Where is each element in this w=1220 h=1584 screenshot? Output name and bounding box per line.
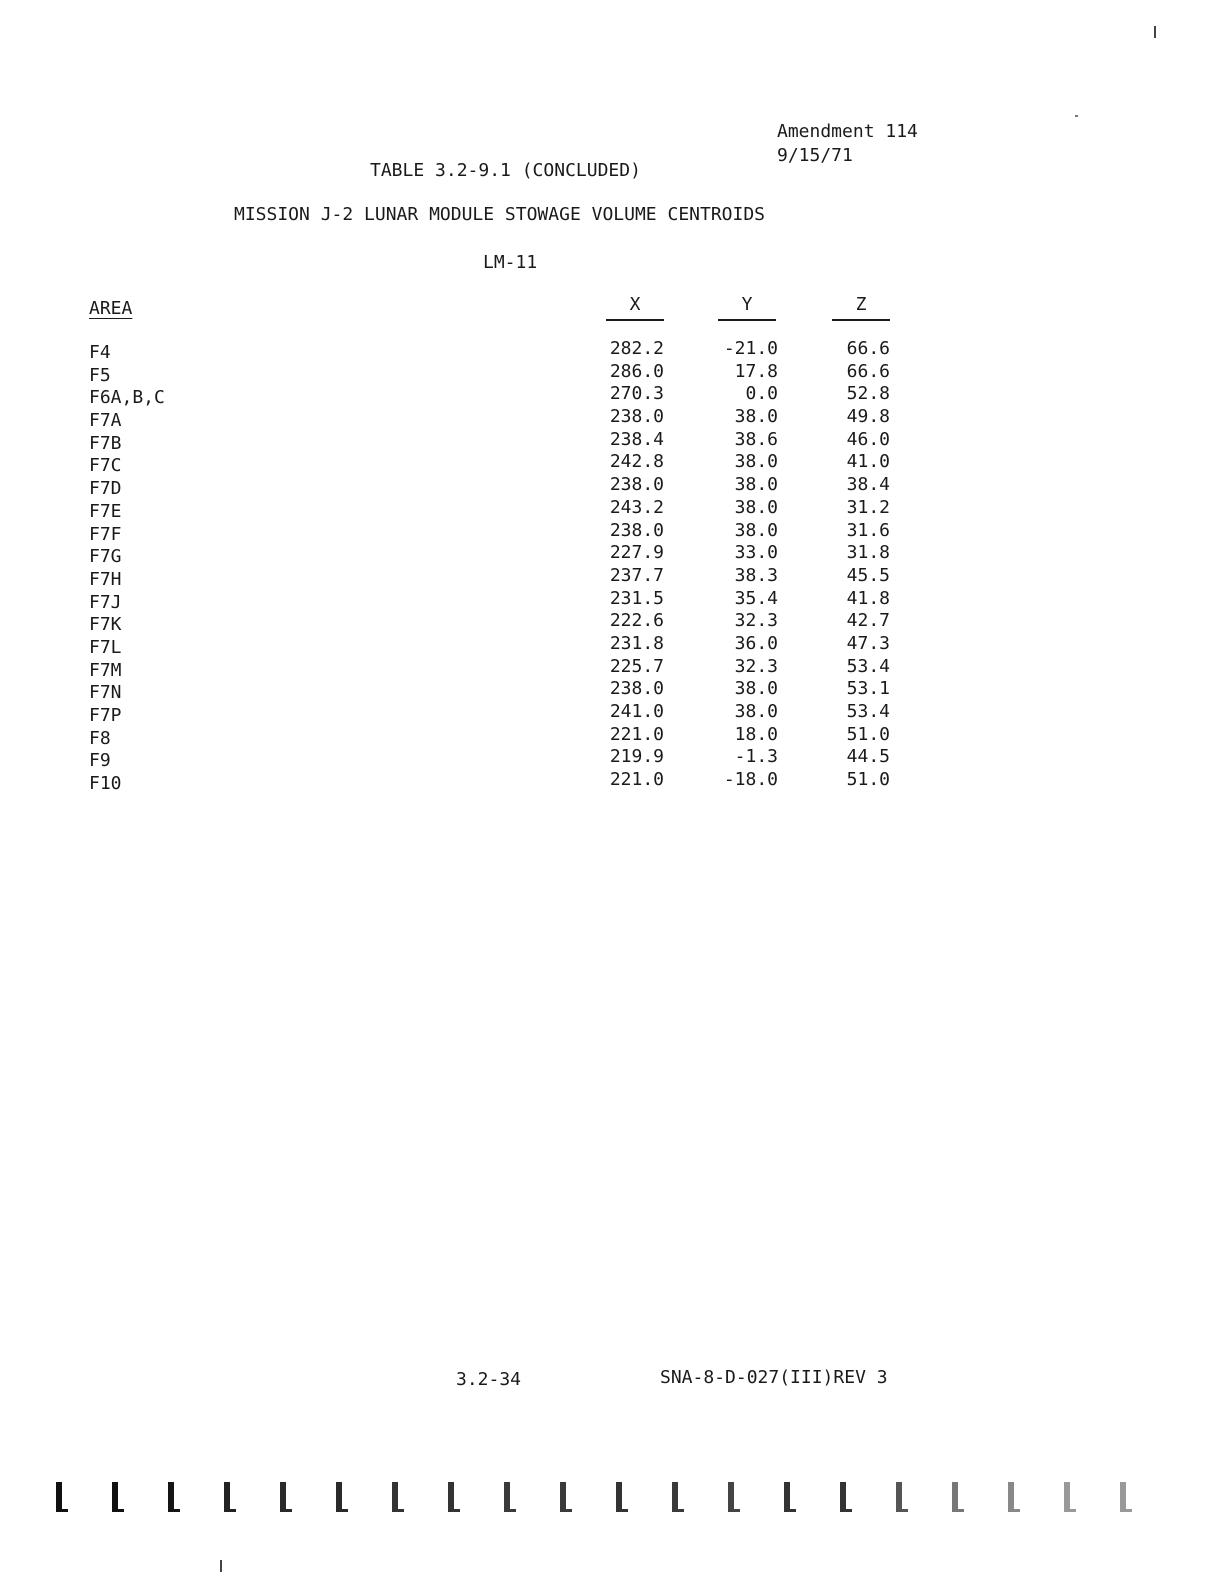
cell-z: 53.1 — [846, 678, 890, 700]
cell-z: 52.8 — [846, 383, 890, 405]
scanner-edge-marks — [56, 1482, 1176, 1522]
cell-area: F6A,B,C — [89, 387, 165, 409]
cell-area: F10 — [89, 773, 122, 795]
cell-x: 241.0 — [609, 701, 664, 722]
cell-y: 17.8 — [734, 360, 778, 382]
cell-x: 221.0 — [609, 769, 664, 791]
cell-z: 47.3 — [846, 632, 890, 654]
edge-mark — [1120, 1482, 1176, 1522]
cell-y: -21.0 — [723, 338, 778, 359]
cell-z: 46.0 — [846, 428, 890, 450]
cell-area: F7P — [89, 705, 122, 726]
cell-area: F9 — [89, 750, 111, 772]
edge-mark — [672, 1482, 728, 1522]
scan-mark — [1154, 26, 1156, 38]
edge-mark — [224, 1482, 280, 1522]
cell-area: F7N — [89, 682, 122, 704]
z-column — [822, 338, 890, 792]
edge-mark — [112, 1482, 168, 1522]
cell-x: 238.0 — [609, 406, 664, 428]
amendment-label: Amendment 114 — [777, 121, 918, 142]
cell-area: F7M — [89, 659, 122, 681]
column-header-y: Y — [718, 294, 776, 321]
cell-z: 41.0 — [846, 451, 890, 473]
cell-y: 32.3 — [734, 610, 778, 632]
cell-area: F5 — [89, 364, 111, 386]
edge-mark — [1008, 1482, 1064, 1522]
cell-x: 238.0 — [609, 519, 664, 541]
edge-mark — [56, 1482, 112, 1522]
cell-x: 222.6 — [609, 610, 664, 632]
cell-area: F7A — [89, 410, 122, 432]
cell-area: F8 — [89, 727, 111, 749]
cell-x: 225.7 — [609, 655, 664, 677]
cell-y: -1.3 — [734, 746, 778, 768]
cell-z: 41.8 — [846, 587, 890, 609]
cell-area: F7D — [89, 478, 122, 500]
lm-label: LM-11 — [483, 252, 538, 273]
cell-y: 38.0 — [734, 701, 778, 722]
cell-x: 231.8 — [609, 632, 664, 654]
cell-y: 32.3 — [734, 655, 778, 677]
edge-mark — [840, 1482, 896, 1522]
cell-z: 31.2 — [846, 496, 890, 518]
cell-x: 237.7 — [609, 564, 664, 586]
cell-z: 51.0 — [846, 769, 890, 791]
cell-x: 227.9 — [609, 542, 664, 564]
cell-y: 38.0 — [734, 678, 778, 700]
edge-mark — [392, 1482, 448, 1522]
cell-z: 45.5 — [846, 564, 890, 586]
cell-area: F4 — [89, 342, 111, 363]
cell-y: 38.3 — [734, 564, 778, 586]
edge-mark — [504, 1482, 560, 1522]
cell-area: F7H — [89, 568, 122, 590]
column-header-x: X — [606, 294, 664, 321]
cell-y: 38.0 — [734, 519, 778, 541]
cell-z: 51.0 — [846, 723, 890, 745]
cell-area: F7K — [89, 614, 122, 636]
cell-y: 38.0 — [734, 496, 778, 518]
edge-mark — [784, 1482, 840, 1522]
page-number: 3.2-34 — [456, 1369, 522, 1390]
cell-area: F7C — [89, 455, 122, 477]
cell-y: 38.0 — [734, 451, 778, 473]
cell-z: 38.4 — [846, 474, 890, 496]
mission-title: MISSION J-2 LUNAR MODULE STOWAGE VOLUME CENTROIDS — [234, 204, 766, 225]
edge-mark — [280, 1482, 336, 1522]
edge-mark — [952, 1482, 1008, 1522]
cell-area: F7B — [89, 432, 122, 454]
edge-mark — [896, 1482, 952, 1522]
cell-y: 38.6 — [734, 428, 778, 450]
cell-x: 238.4 — [609, 428, 664, 450]
cell-z: 66.6 — [846, 338, 890, 359]
cell-x: 238.0 — [609, 474, 664, 496]
edge-mark — [168, 1482, 224, 1522]
edge-mark — [448, 1482, 504, 1522]
cell-x: 231.5 — [609, 587, 664, 609]
cell-y: 35.4 — [734, 587, 778, 609]
cell-y: 18.0 — [734, 723, 778, 745]
cell-x: 243.2 — [609, 496, 664, 518]
cell-area: F7F — [89, 523, 122, 545]
edge-mark — [616, 1482, 672, 1522]
cell-x: 219.9 — [609, 746, 664, 768]
amendment-block — [777, 120, 918, 168]
document-id: SNA-8-D-027(III)REV 3 — [660, 1367, 888, 1388]
cell-z: 31.6 — [846, 519, 890, 541]
cell-y: 38.0 — [734, 474, 778, 496]
scan-mark — [220, 1560, 222, 1572]
column-header-area: AREA — [89, 298, 133, 319]
cell-y: 0.0 — [745, 383, 778, 405]
scan-speck — [1075, 115, 1078, 117]
cell-z: 44.5 — [846, 746, 890, 768]
table-title: TABLE 3.2-9.1 (CONCLUDED) — [370, 160, 641, 181]
x-column — [596, 338, 664, 792]
cell-x: 286.0 — [609, 360, 664, 382]
amendment-date: 9/15/71 — [777, 145, 853, 166]
cell-z: 49.8 — [846, 406, 890, 428]
area-column — [89, 342, 165, 796]
column-header-z: Z — [832, 294, 890, 321]
cell-x: 238.0 — [609, 678, 664, 700]
cell-x: 270.3 — [609, 383, 664, 405]
cell-area: F7G — [89, 546, 122, 568]
cell-z: 31.8 — [846, 542, 890, 564]
cell-y: 36.0 — [734, 632, 778, 654]
cell-area: F7J — [89, 591, 122, 613]
y-column — [708, 338, 778, 792]
cell-y: 33.0 — [734, 542, 778, 564]
edge-mark — [728, 1482, 784, 1522]
cell-z: 53.4 — [846, 701, 890, 722]
cell-z: 66.6 — [846, 360, 890, 382]
cell-x: 221.0 — [609, 723, 664, 745]
cell-x: 282.2 — [609, 338, 664, 359]
cell-z: 42.7 — [846, 610, 890, 632]
cell-x: 242.8 — [609, 451, 664, 473]
cell-area: F7L — [89, 636, 122, 658]
cell-y: -18.0 — [723, 769, 778, 791]
cell-z: 53.4 — [846, 655, 890, 677]
edge-mark — [560, 1482, 616, 1522]
edge-mark — [1064, 1482, 1120, 1522]
cell-y: 38.0 — [734, 406, 778, 428]
edge-mark — [336, 1482, 392, 1522]
cell-area: F7E — [89, 500, 122, 522]
